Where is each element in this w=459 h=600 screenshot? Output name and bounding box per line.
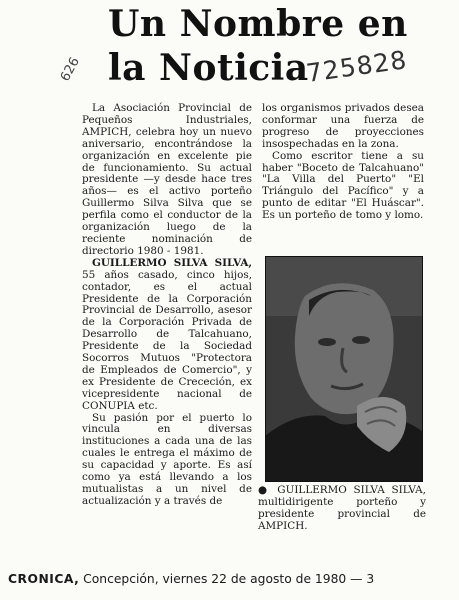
article-right-column — [262, 103, 424, 222]
photo-caption — [258, 485, 426, 533]
portrait-photo — [265, 256, 423, 482]
headline-line-1: Un Nombre en — [108, 3, 408, 45]
article-paragraph — [82, 258, 252, 413]
article-text: 55 años casado, cinco hijos, contador, es el actual Presidente de la Corporación Provincial de Desarrollo, asesor de la Corporación Privada de Desarrollo de Talcahuano, Presidente de la Sociedad Socorros Mutuos "Protectora de Empleados de Comercio", y ex Presidente de Crececión, ex vicepresidente nacional de CONUPIA etc. — [82, 268, 252, 412]
headline-line-2: la Noticia — [108, 47, 309, 89]
handwritten-archive-number: 725828 — [304, 45, 409, 88]
article-paragraph: Su pasión por el puerto lo vincula en diversas instituciones a cada una de las cuales le entrega el máximo de su capacidad y aporte. Es así como ya está llevando a los mutualistas a un nivel de actualización y a través de — [82, 411, 252, 507]
caption-bullet: ● — [258, 484, 271, 496]
subject-name: GUILLERMO SILVA SILVA, — [92, 256, 252, 269]
article-paragraph: La Asociación Provincial de Pequeños Industriales, AMPICH, celebra hoy un nuevo aniversario, encontrándose la organización en excelente pie de funcionamiento. Su actual presidente —y desde hace tres años— es el activo porteño Guillermo Silva Silva que se perfila como el conductor de la organización luego de la reciente nominación de directorio 1980 - 1981. — [82, 102, 252, 257]
caption-text — [258, 485, 426, 533]
handwritten-margin-number: 626 — [57, 55, 83, 84]
caption-name: GUILLERMO SILVA SILVA, — [277, 484, 426, 496]
footer-dateline — [8, 572, 458, 586]
article-left-column — [82, 103, 252, 508]
portrait-image — [265, 256, 423, 482]
article-paragraph: Como escritor tiene a su haber "Boceto de Talcahuano" "La Villa del Puerto" "El Triángulo del Pacífico" y a punto de editar "El Huáscar". Es un porteño de tomo y lomo. — [262, 149, 424, 222]
caption-description: multidirigente porteño y presidente provincial de AMPICH. — [258, 495, 426, 532]
article-paragraph: los organismos privados desea conformar una fuerza de progreso de proyecciones insospechadas en la zona. — [262, 102, 424, 150]
dateline-text: Concepción, viernes 22 de agosto de 1980 — 3 — [79, 572, 375, 586]
publication-name: CRONICA, — [8, 572, 80, 586]
